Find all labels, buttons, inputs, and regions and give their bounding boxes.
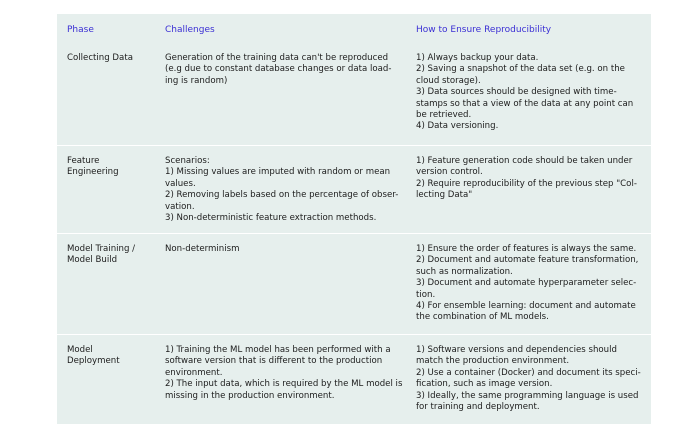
reproducibility-cell: 1) Feature generation code should be taken under version control. 2) Require reproducibility of the previous step "Col- lecting Data" <box>416 156 637 201</box>
phase-cell: Feature Engineering <box>67 156 119 178</box>
phase-cell: Model Deployment <box>67 345 120 367</box>
reproducibility-cell: 1) Ensure the order of features is always the same. 2) Document and automate feature transformation, such as normalization. 3) Document and automate hyperparameter selec- tion. 4) For ensemble learning: document and automate the combination of ML models. <box>416 244 639 323</box>
challenges-cell: 1) Training the ML model has been performed with a software version that is different to the production environment. 2) The input data, which is required by the ML model is missing in the production environment. <box>165 345 403 401</box>
reproducibility-table <box>57 14 651 424</box>
phase-cell: Model Training / Model Build <box>67 244 136 266</box>
table-row <box>57 233 651 323</box>
phase-cell: Collecting Data <box>67 53 133 63</box>
challenges-cell: Scenarios: 1) Missing values are imputed with random or mean values. 2) Removing labels based on the percentage of obser- vation. 3) Non-deterministic feature extraction methods. <box>165 156 399 224</box>
header-phase: Phase <box>67 25 94 35</box>
reproducibility-cell: 1) Software versions and dependencies should match the production environment. 2) Use a container (Docker) and document its speci- fication, such as image version. 3) Ideally, the same programming language is used for training and deployment. <box>416 345 641 413</box>
table-row <box>57 145 651 224</box>
challenges-cell: Non-determinism <box>165 244 240 254</box>
header-challenges: Challenges <box>165 25 215 35</box>
table-row <box>57 334 651 413</box>
header-reproducibility: How to Ensure Reproducibility <box>416 25 552 35</box>
challenges-cell: Generation of the training data can't be reproduced (e.g due to constant database changes or data load- ing is random) <box>165 53 392 86</box>
reproducibility-cell: 1) Always backup your data. 2) Saving a snapshot of the data set (e.g. on the cloud storage). 3) Data sources should be designed with time- stamps so that a view of the data at any point can be retrieved. 4) Data versioning. <box>416 53 634 132</box>
